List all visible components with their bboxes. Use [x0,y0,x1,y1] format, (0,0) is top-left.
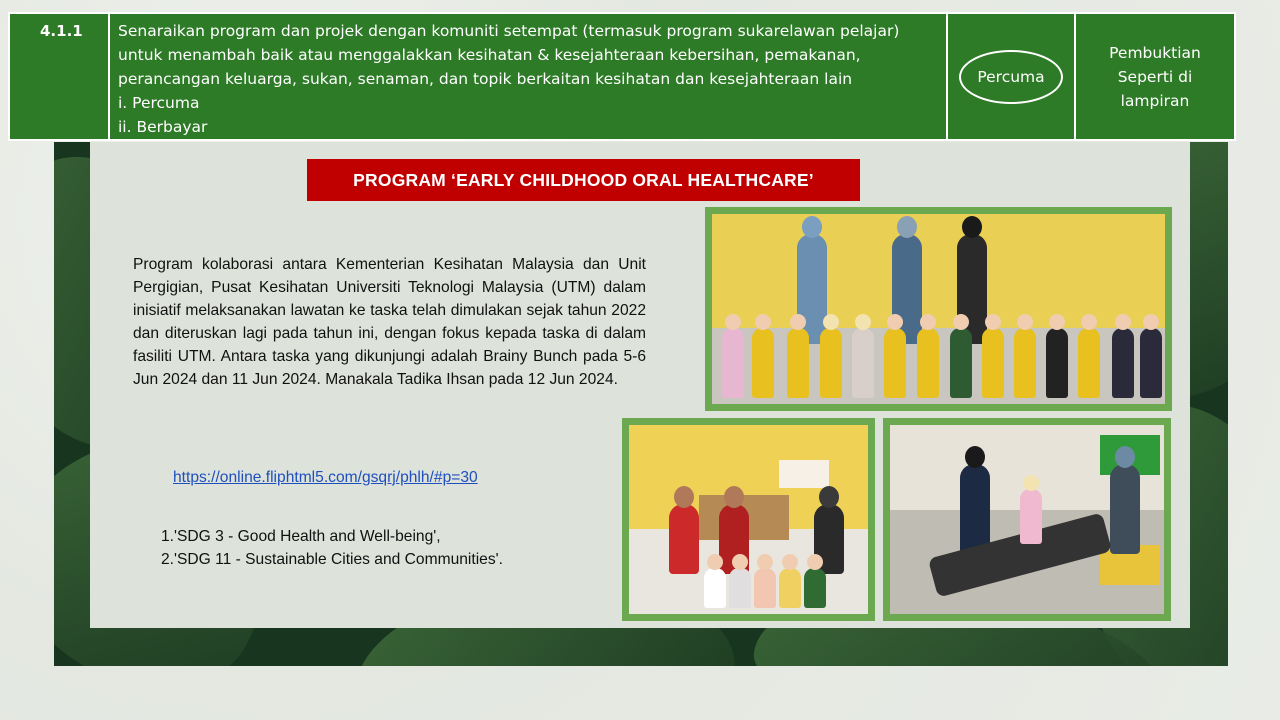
list-item: 1.'SDG 3 - Good Health and Well-being', [161,528,441,545]
status-oval: Percuma [959,50,1063,104]
classroom-photo [622,418,875,621]
description-line: i. Percuma [118,94,200,112]
flipbook-link[interactable]: https://online.fliphtml5.com/gsqrj/phlh/#p=30 [173,469,478,486]
list-item: 2.'SDG 11 - Sustainable Cities and Communities'. [161,551,503,568]
criteria-description [110,14,948,139]
evidence-line: lampiran [1120,91,1190,110]
criteria-table-row [8,12,1236,141]
sdg-list [161,525,503,571]
description-line: ii. Berbayar [118,118,208,136]
program-title: PROGRAM ‘EARLY CHILDHOOD ORAL HEALTHCARE’ [307,159,860,201]
evidence-cell [1076,14,1234,139]
evidence-line: Seperti di [1117,67,1193,86]
evidence-line: Pembuktian [1109,43,1201,62]
description-line: untuk menambah baik atau menggalakkan kesihatan & kesejahteraan kebersihan, pemakanan, [118,46,861,64]
status-cell [948,14,1076,139]
description-line: Senaraikan program dan projek dengan komuniti setempat (termasuk program sukarelawan pelajar) [118,22,900,40]
criteria-number: 4.1.1 [10,14,110,139]
program-description: Program kolaborasi antara Kementerian Kesihatan Malaysia dan Unit Pergigian, Pusat Kesihatan Universiti Teknologi Malaysia (UTM) dalam inisiatif melaksanakan lawatan ke taska telah dimulakan sejak tahun 2022 dan diteruskan lagi pada tahun ini, dengan fokus kepada taska di dalam fasiliti UTM. Antara taska yang dikunjungi adalah Brainy Bunch pada 5-6 Jun 2024 dan 11 Jun 2024. Manakala Tadika Ihsan pada 12 Jun 2024. [133,256,646,388]
group-photo [705,207,1172,411]
description-line: perancangan keluarga, sukan, senaman, dan topik berkaitan kesihatan dan kesejahteraan lain [118,70,853,88]
dental-check-photo [883,418,1171,621]
